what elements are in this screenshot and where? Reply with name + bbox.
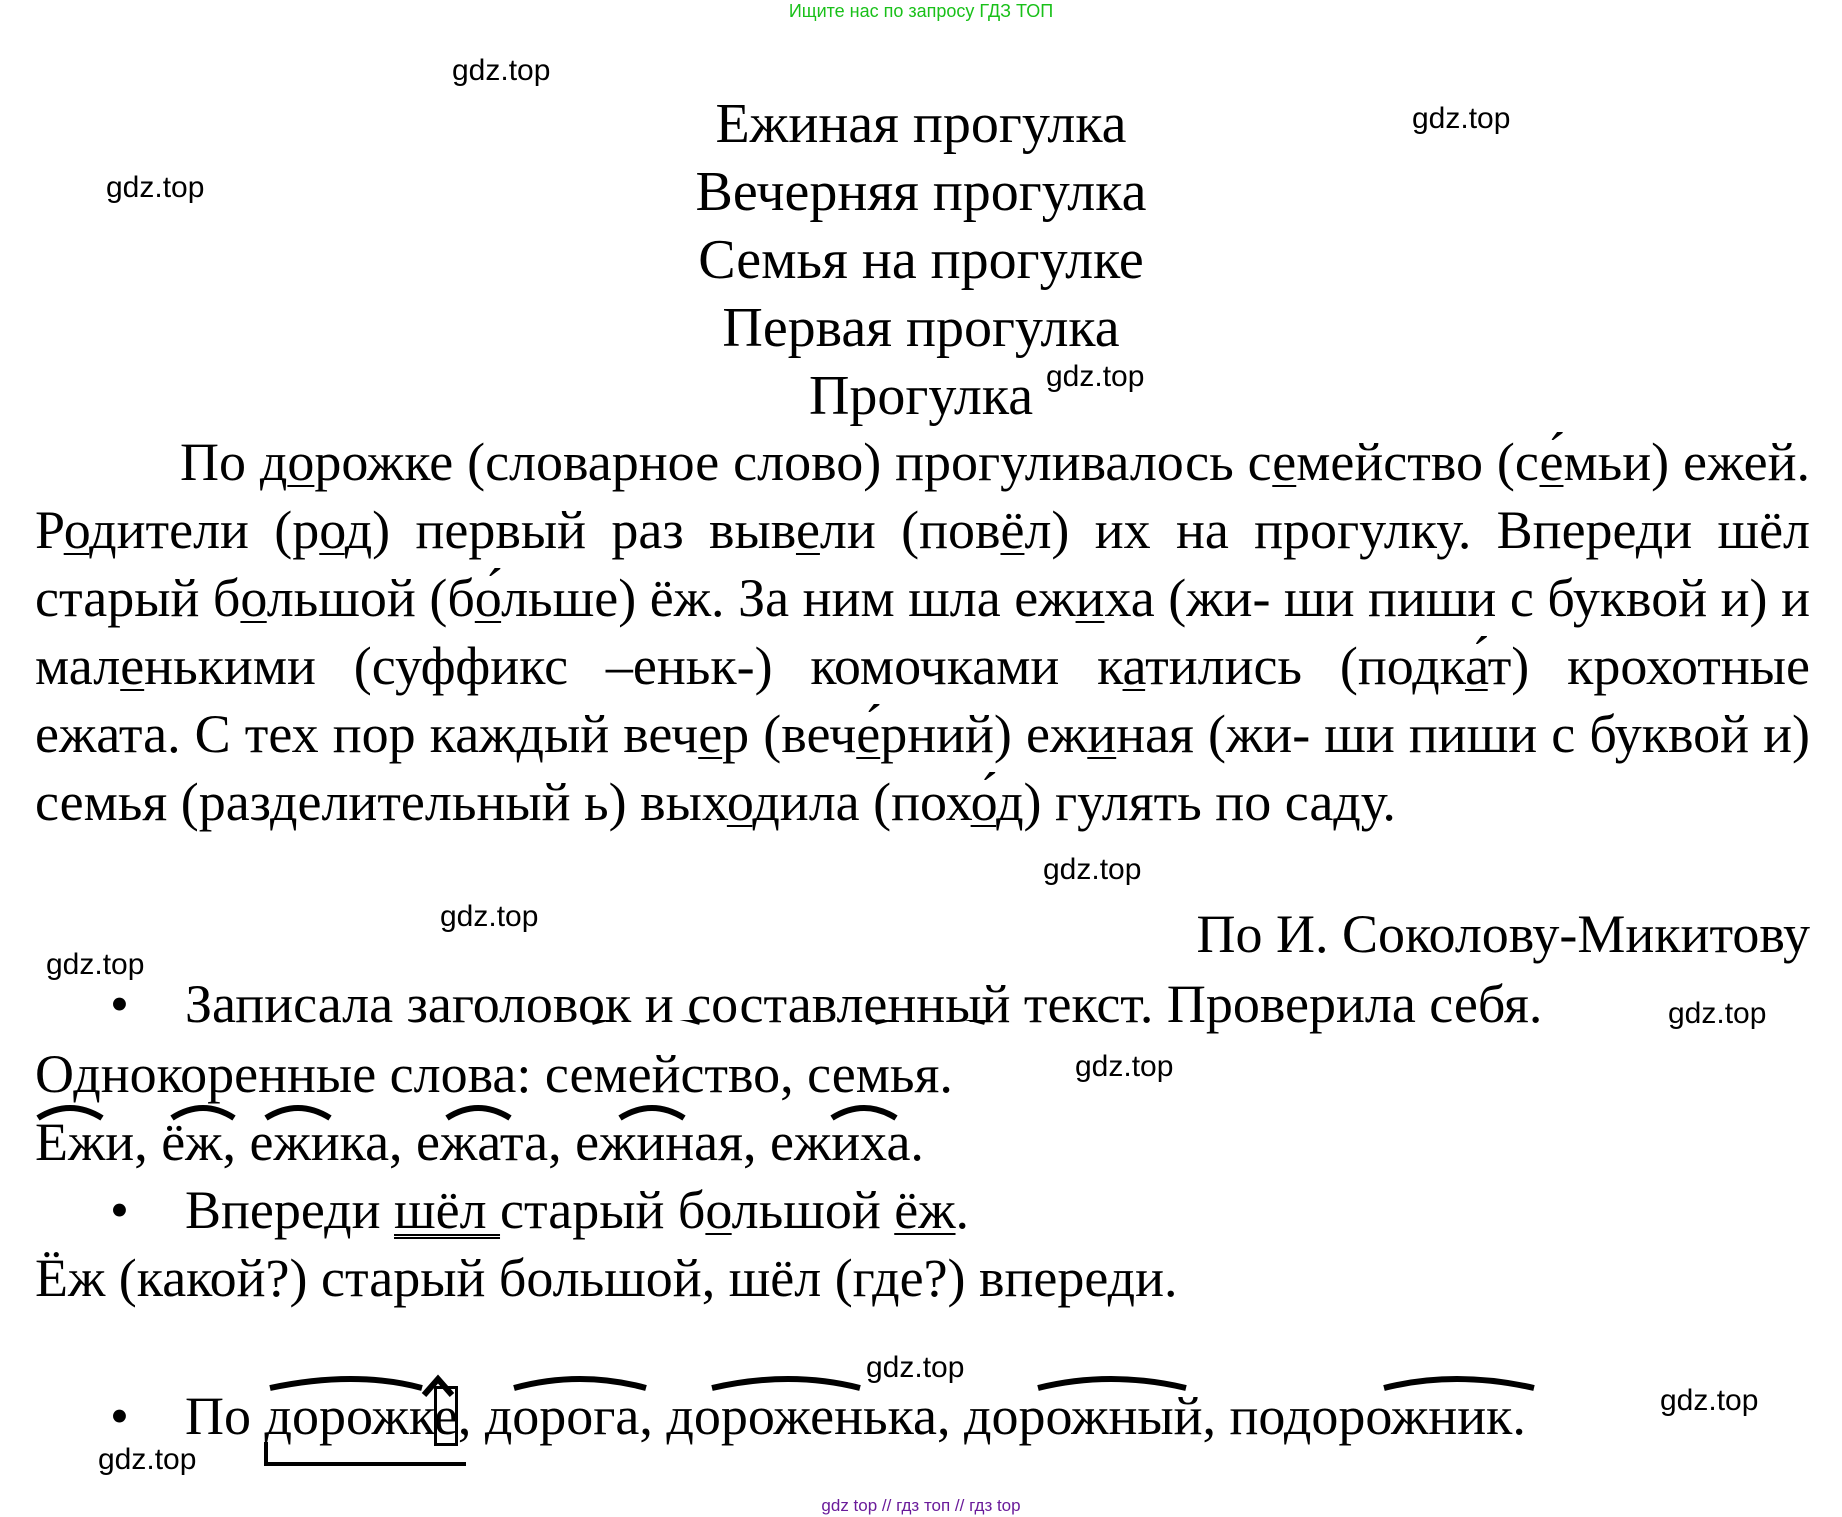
bullet-item — [35, 1176, 969, 1244]
title-option: Семья на прогулке — [698, 229, 1144, 291]
text-run: ха (жи- ши пиши с буквой и) и мал — [35, 568, 1810, 696]
title-options — [0, 90, 1842, 430]
text-run: дители (р — [89, 500, 320, 560]
title-option: Ежиная прогулка — [715, 93, 1127, 155]
text-run: Впереди — [185, 1180, 395, 1240]
title-option: Прогулка — [808, 365, 1034, 427]
watermark: gdz.top — [1412, 102, 1511, 135]
title-option: Первая прогулка — [722, 297, 1120, 359]
top-banner: Ищите нас по запросу ГДЗ ТОП — [788, 1, 1054, 21]
text-run: тились (подк — [1145, 636, 1466, 696]
checked-vowel: е — [698, 704, 723, 764]
bullet-icon: • — [110, 1386, 129, 1446]
checked-vowel: е — [795, 500, 820, 560]
checked-vowel: о — [705, 1180, 732, 1240]
predicate: шёл — [394, 1180, 501, 1240]
text-run: нькими (суффикс –еньк-) комочками к — [144, 636, 1123, 696]
stressed-vowel: о — [319, 500, 345, 560]
stressed-vowel: е́ — [1539, 432, 1564, 492]
cognates-label: Однокоренные слова: семейство, семья. — [35, 1044, 953, 1104]
watermark: gdz.top — [440, 900, 539, 933]
text-run: . — [955, 1180, 970, 1240]
stressed-vowel: ё — [1000, 500, 1025, 560]
watermark: gdz.top — [46, 948, 145, 981]
word-stem: дорожк — [264, 1386, 434, 1446]
stressed-vowel: о́ — [970, 772, 997, 832]
watermark: gdz.top — [1046, 360, 1145, 393]
text-run: дила (пох — [752, 772, 971, 832]
checked-vowel: о — [63, 500, 90, 560]
bullet-item — [35, 1382, 1526, 1450]
watermark: gdz.top — [1075, 1050, 1174, 1083]
text-run: ная (жи- ши пиши с буквой и) семья (разделительный ь) вых — [35, 704, 1810, 832]
checked-vowel: и — [1087, 704, 1117, 764]
text-run: д) первый раз выв — [344, 500, 796, 560]
text-run: старый б — [500, 1180, 706, 1240]
text-run: мьи) ежей. Р — [35, 432, 1810, 560]
title-option: Вечерняя прогулка — [695, 161, 1147, 223]
text-run: л) их на прогулку. Впереди шёл старый б — [35, 500, 1810, 628]
checked-vowel: е — [1272, 432, 1297, 492]
checked-vowel: о — [726, 772, 753, 832]
bullet-icon: • — [110, 1180, 129, 1240]
cognates-list: Ежи, ёж, ежика, ежата, ежиная, ежиха. — [35, 1112, 924, 1172]
watermark: gdz.top — [1660, 1384, 1759, 1417]
checked-vowel: е — [120, 636, 145, 696]
root-arc — [592, 1020, 700, 1022]
text-run: д) гулять по саду. — [996, 772, 1396, 832]
watermark: gdz.top — [452, 54, 551, 87]
checked-vowel: о — [240, 568, 267, 628]
watermark: gdz.top — [866, 1351, 965, 1384]
text-run: По — [185, 1386, 265, 1446]
text-run: ли (пов — [819, 500, 1001, 560]
text-run: рний) еж — [880, 704, 1088, 764]
author-attribution: По И. Соколову-Микитову — [1196, 904, 1810, 964]
text-run: р (веч — [722, 704, 857, 764]
root-arc — [875, 1020, 985, 1022]
bullet-text: Записала заголовок и составленный текст. Проверила себя. — [185, 974, 1543, 1034]
main-paragraph — [35, 428, 1810, 836]
stressed-vowel: е́ — [856, 704, 881, 764]
stressed-vowel: а́ — [1465, 636, 1488, 696]
checked-vowel: о — [287, 432, 315, 492]
checked-vowel: и — [1075, 568, 1105, 628]
text-run: рожке (словарное слово) прогуливалось с — [314, 432, 1273, 492]
text-run: льше) ёж. За ним шла еж — [501, 568, 1076, 628]
subject: ёж — [894, 1180, 956, 1240]
watermark: gdz.top — [98, 1443, 197, 1476]
watermark: gdz.top — [1668, 997, 1767, 1030]
stem-line — [266, 1442, 466, 1464]
ending: е — [433, 1386, 458, 1446]
stressed-vowel: о́ — [474, 568, 502, 628]
question-line: Ёж (какой?) старый большой, шёл (где?) впереди. — [35, 1248, 1178, 1308]
text-run: , дорога, дороженька, дорожный, подорожник. — [457, 1386, 1526, 1446]
checked-vowel: а — [1122, 636, 1146, 696]
footer: gdz top // гдз топ // гдз top — [821, 1496, 1021, 1515]
text-run: т) крохотные ежата. С тех пор каждый веч — [35, 636, 1810, 764]
text-run: льшой (б — [266, 568, 475, 628]
bullet-icon: • — [110, 974, 129, 1034]
text-run: мейство (с — [1296, 432, 1540, 492]
watermark: gdz.top — [1043, 853, 1142, 886]
text-run: льшой — [731, 1180, 895, 1240]
text-run: По д — [180, 432, 288, 492]
watermark: gdz.top — [106, 171, 205, 204]
stem-bracket — [262, 1440, 472, 1470]
